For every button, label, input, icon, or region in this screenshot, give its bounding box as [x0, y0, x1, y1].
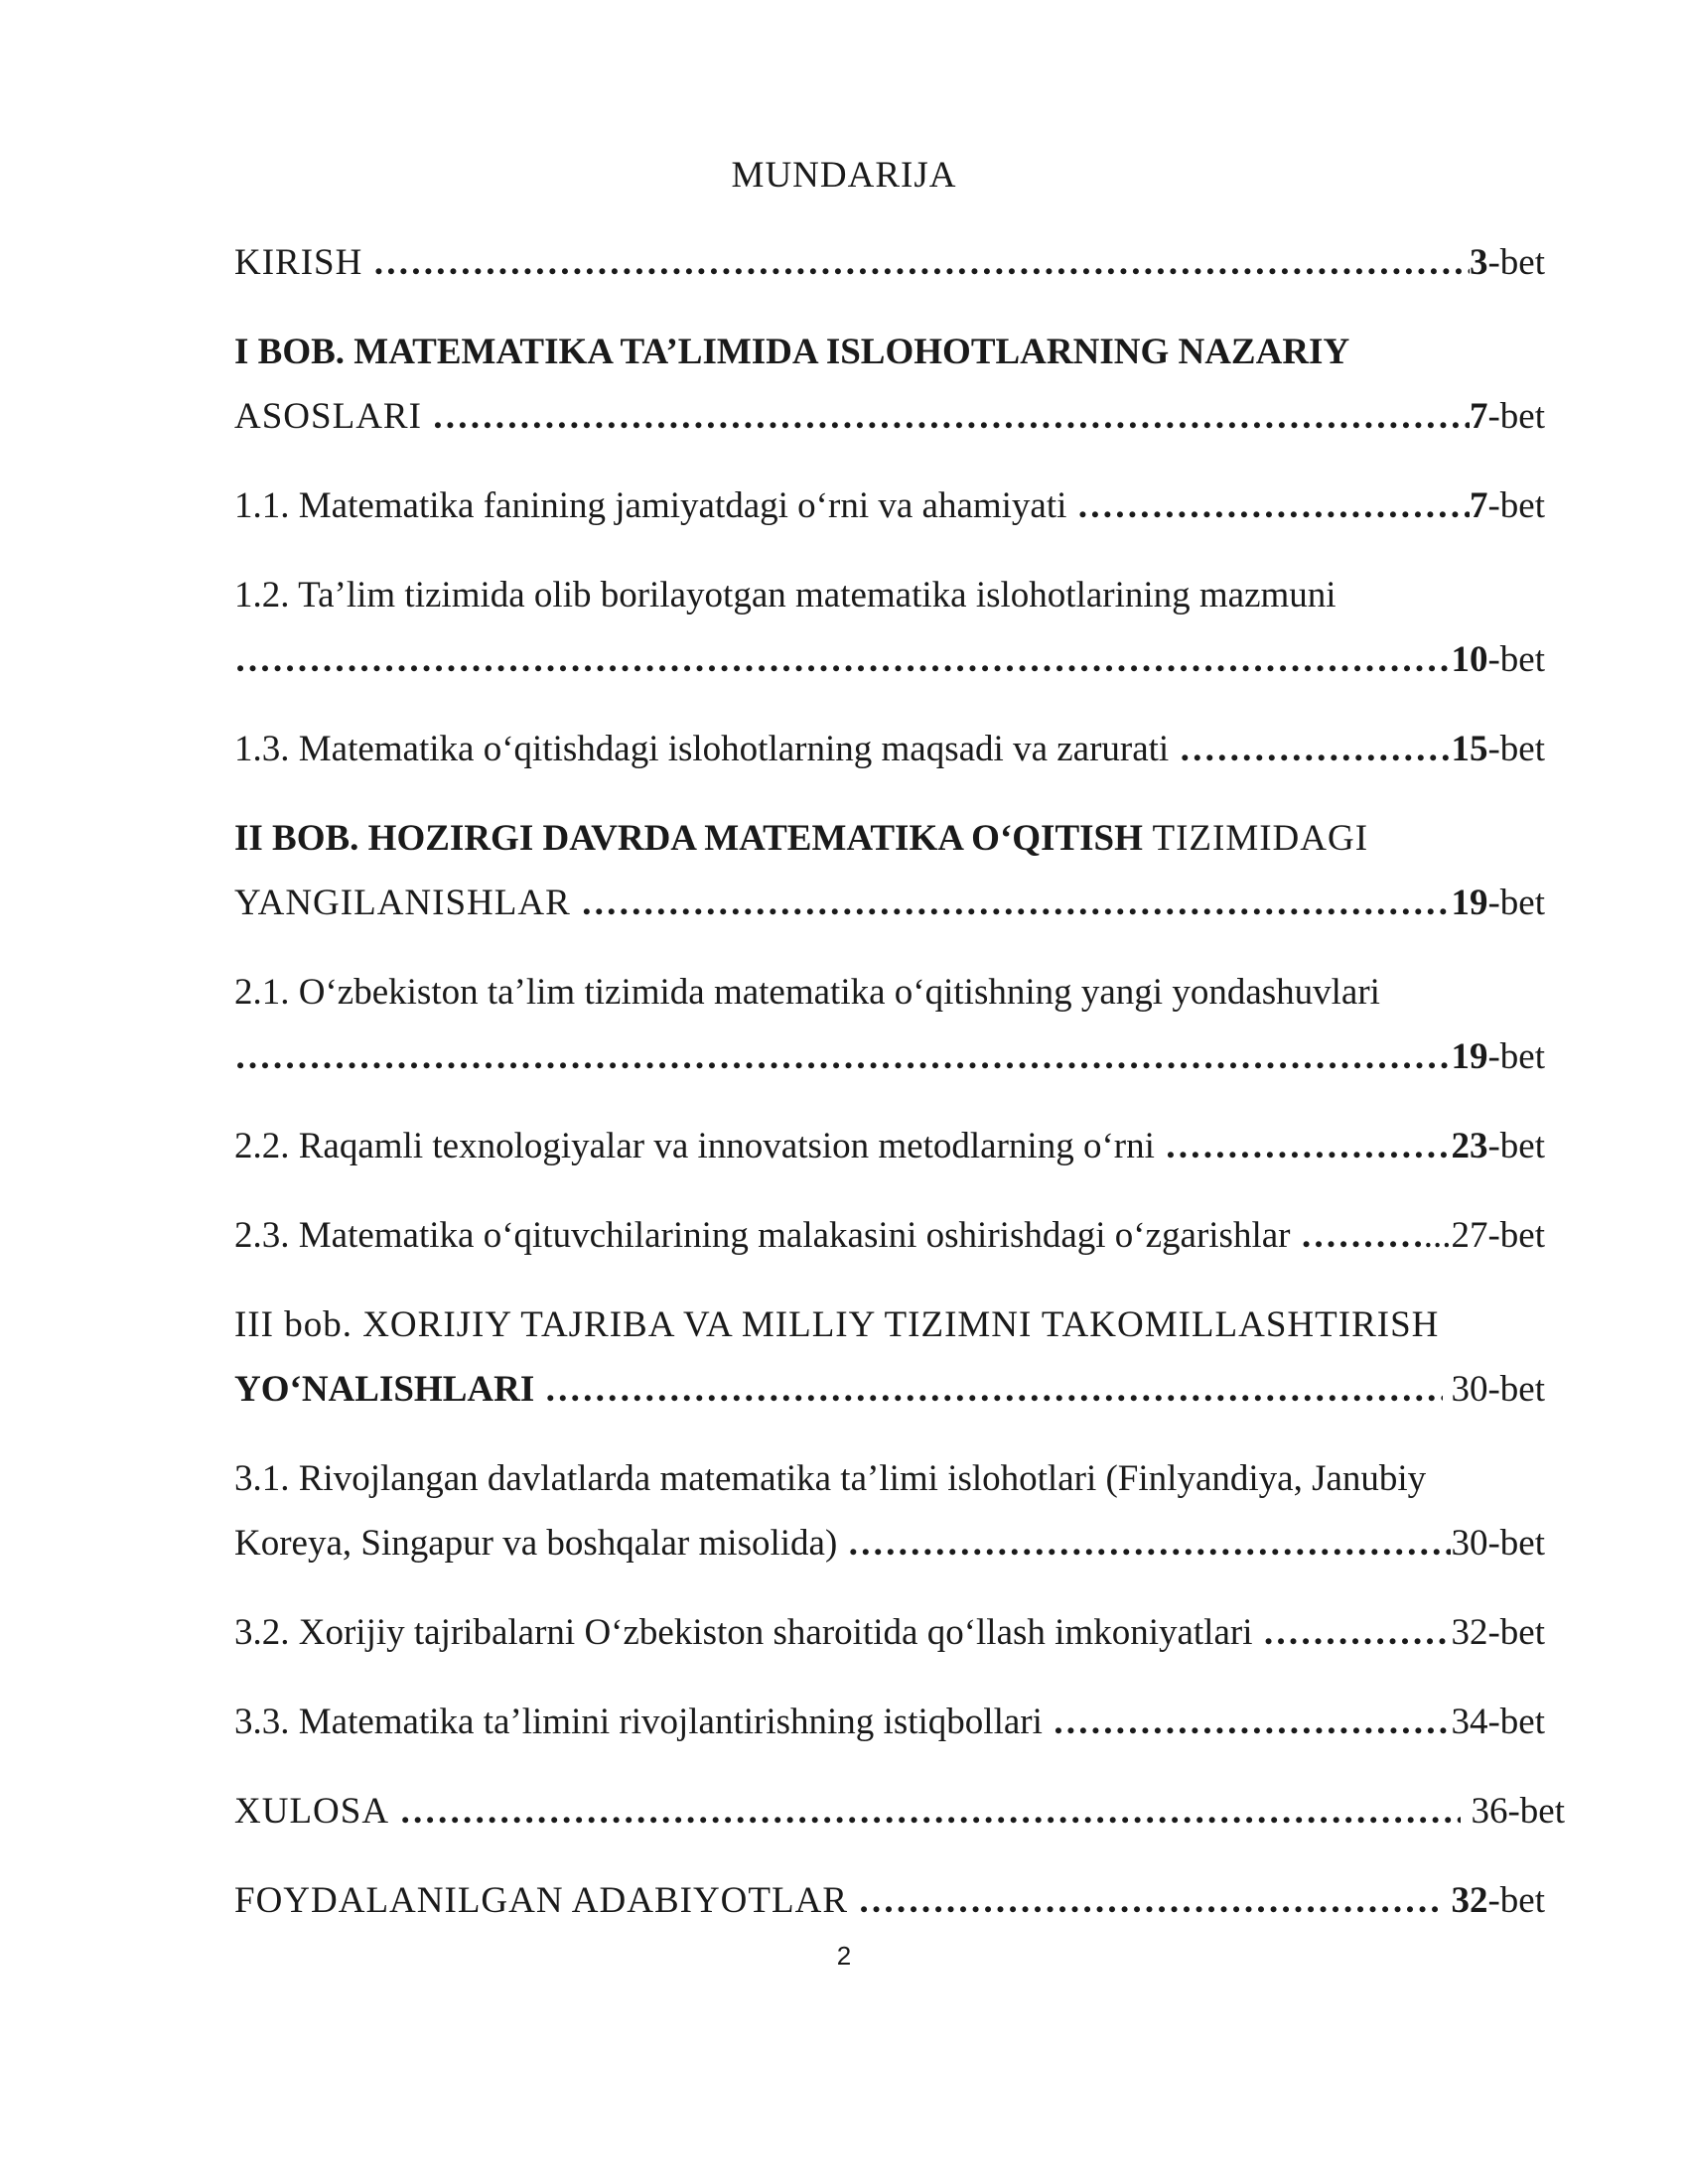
dot-leader [234, 635, 1451, 685]
toc-entry-3-1 [234, 1519, 1545, 1569]
toc-entry-page: 7-bet [1469, 396, 1545, 437]
toc-entry-label: 3.3. Matematika ta’limini rivojlantirishning istiqbollari [234, 1702, 1043, 1742]
toc-entry-2-2 [234, 1122, 1545, 1171]
toc-entry-chapter-2 [234, 879, 1545, 928]
toc-entry-3-2 [234, 1608, 1545, 1658]
toc-entry-3-1-label: 3.1. Rivojlangan davlatlarda matematika ta’limi islohotlari (Finlyandiya, Janubiy [234, 1458, 1427, 1499]
toc-entry-2-3 [234, 1211, 1545, 1261]
dot-leader [1169, 725, 1451, 774]
toc-entry-label: XULOSA [234, 1791, 390, 1832]
dot-leader [1043, 1698, 1452, 1747]
toc-entry-page: 32-bet [1451, 1880, 1545, 1921]
toc-entry-page: 19-bet [1451, 1036, 1545, 1077]
dot-leader [422, 392, 1470, 442]
toc-entry-page: ...27-bet [1423, 1215, 1545, 1256]
toc-entry-label: 2.3. Matematika o‘qituvchilarining malakasini oshirishdagi o‘zgarishlar [234, 1215, 1291, 1256]
toc-entry-label: 3.2. Xorijiy tajribalarni O‘zbekiston sharoitida qo‘llash imkoniyatlari [234, 1612, 1253, 1653]
toc-entry-chapter-1 [234, 392, 1545, 442]
toc-chapter-2-heading: II BOB. HOZIRGI DAVRDA MATEMATIKA O‘QITISH TIZIMIDAGI [234, 818, 1369, 859]
page-number: 2 [836, 1941, 852, 1971]
toc-entry-page: 23-bet [1451, 1126, 1545, 1166]
toc-entry-label: YO‘NALISHLARI [234, 1369, 535, 1410]
toc-entry-3-3 [234, 1698, 1545, 1747]
toc-entry-label: 1.1. Matematika fanining jamiyatdagi o‘rni va ahamiyati [234, 485, 1067, 526]
toc-entry-page: 30-bet [1451, 1369, 1545, 1410]
toc-entry-kirish [234, 238, 1545, 288]
dot-leader [1155, 1122, 1452, 1171]
toc-entry-page: 3-bet [1469, 242, 1545, 283]
toc-entry-label: Koreya, Singapur va boshqalar misolida) [234, 1523, 838, 1564]
toc-entry-1-1 [234, 481, 1545, 531]
toc-entry-page: 30-bet [1451, 1523, 1545, 1564]
toc-entry-1-3 [234, 725, 1545, 774]
toc-entry-label: 1.3. Matematika o‘qitishdagi islohotlarning maqsadi va zarurati [234, 729, 1170, 769]
toc-entry-label: ASOSLARI [234, 396, 422, 437]
toc-entry-label: 2.2. Raqamli texnologiyalar va innovatsion metodlarning o‘rni [234, 1126, 1155, 1166]
page-title: MUNDARIJA [731, 155, 957, 196]
dot-leader [234, 1032, 1451, 1082]
dot-leader [362, 238, 1470, 288]
toc-entry-page: 36-bet [1471, 1791, 1565, 1832]
dot-leader [534, 1365, 1443, 1415]
toc-entry-1-2 [234, 635, 1545, 685]
toc-chapter-3-heading: III bob. XORIJIY TAJRIBA VA MILLIY TIZIMNI TAKOMILLASHTIRISH [234, 1304, 1440, 1345]
dot-leader [389, 1787, 1461, 1837]
dot-leader [837, 1519, 1451, 1569]
toc-entry-label: KIRISH [234, 242, 363, 283]
toc-entry-1-2-label: 1.2. Ta’lim tizimida olib borilayotgan matematika islohotlarining mazmuni [234, 575, 1336, 615]
dot-leader [1290, 1211, 1423, 1261]
toc-entry-page: 34-bet [1451, 1702, 1545, 1742]
toc-entry-2-1 [234, 1032, 1545, 1082]
toc-entry-page: 19-bet [1451, 883, 1545, 923]
toc-chapter-1-heading: I BOB. MATEMATIKA TA’LIMIDA ISLOHOTLARNING NAZARIY [234, 332, 1350, 372]
toc-entry-page: 7-bet [1469, 485, 1545, 526]
toc-entry-label: FOYDALANILGAN ADABIYOTLAR [234, 1880, 848, 1921]
toc-entry-chapter-3 [234, 1365, 1545, 1415]
toc-entry-label: YANGILANISHLAR [234, 883, 571, 923]
toc-entry-page: 32-bet [1451, 1612, 1545, 1653]
toc-entry-page: 15-bet [1451, 729, 1545, 769]
dot-leader [848, 1876, 1443, 1926]
toc-entry-adabiyotlar [234, 1876, 1545, 1926]
toc-entry-page: 10-bet [1451, 639, 1545, 680]
toc-entry-2-1-label: 2.1. O‘zbekiston ta’lim tizimida matematika o‘qitishning yangi yondashuvlari [234, 972, 1380, 1013]
dot-leader [571, 879, 1452, 928]
dot-leader [1253, 1608, 1452, 1658]
toc-entry-xulosa [234, 1787, 1565, 1837]
dot-leader [1066, 481, 1470, 531]
